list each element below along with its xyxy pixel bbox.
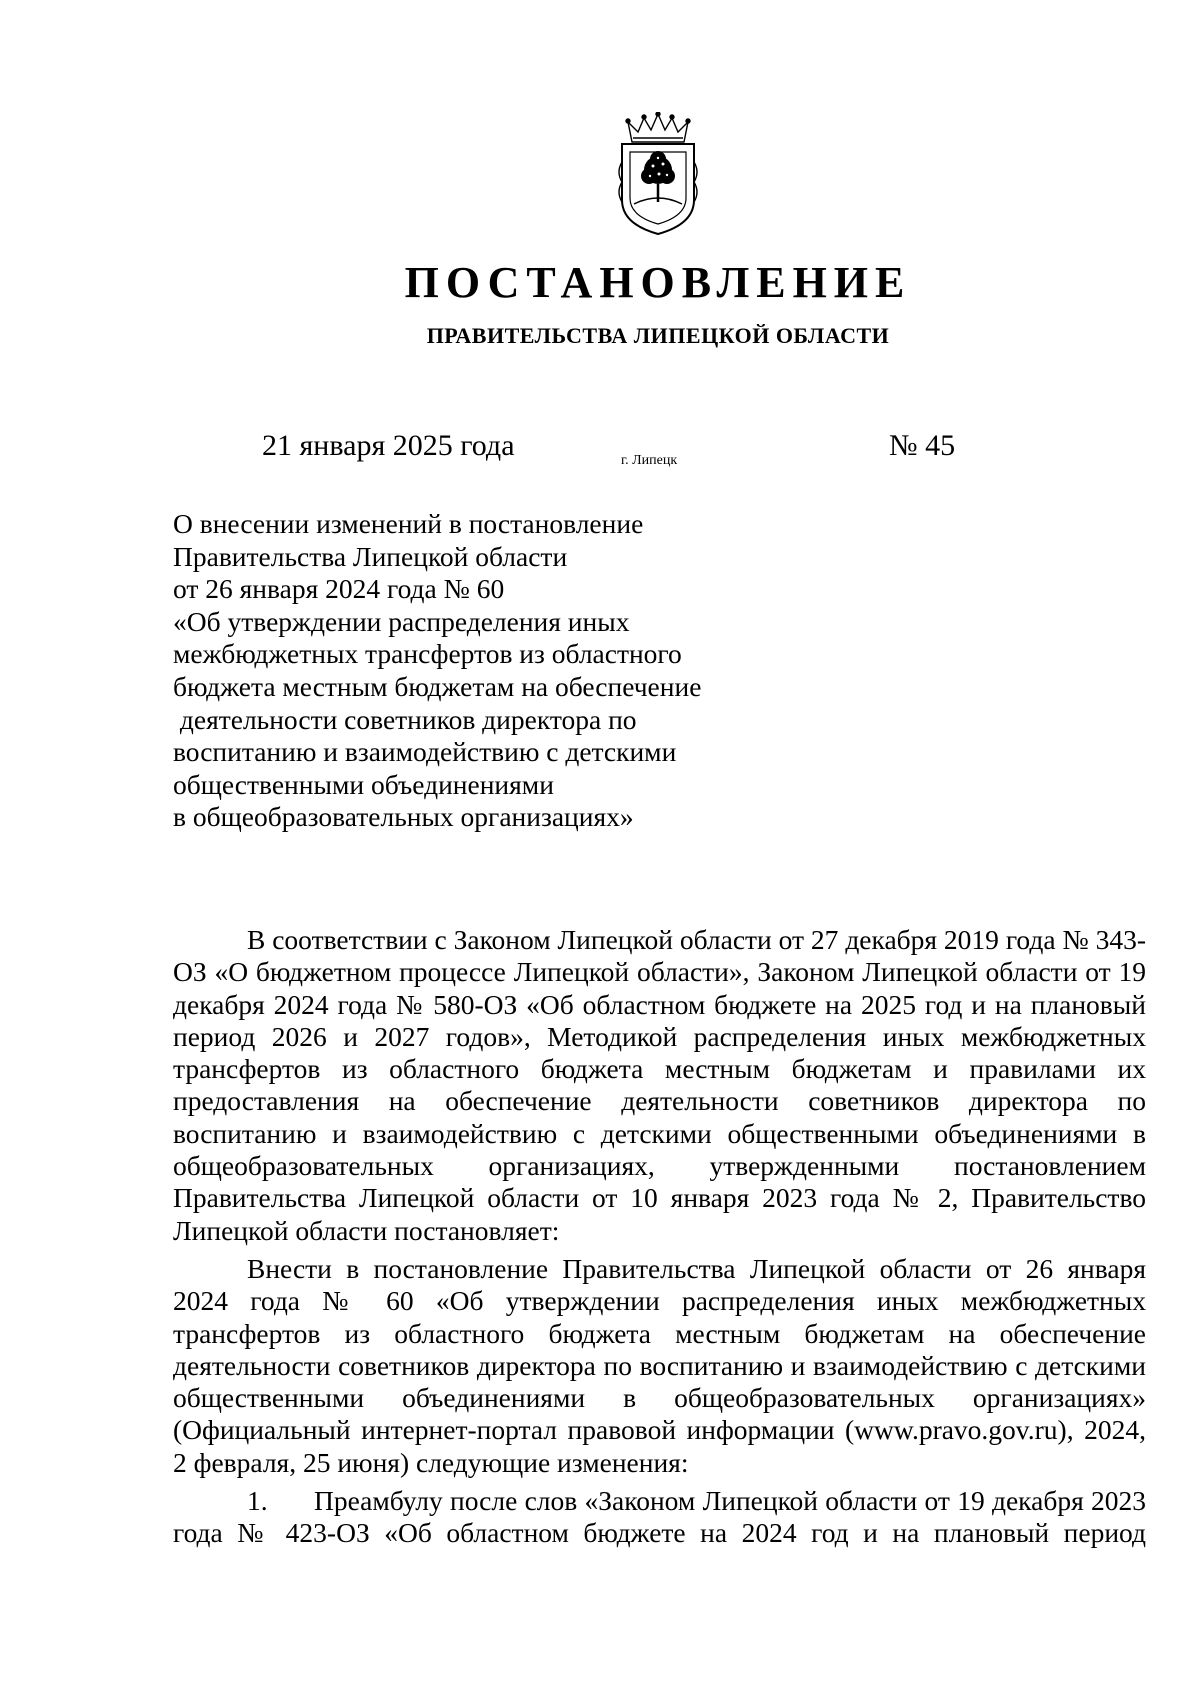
caption-line: воспитанию и взаимодействию с детскими	[173, 736, 677, 768]
body-paragraph: В соответствии с Законом Липецкой области от 27 декабря 2019 года № 343-ОЗ «О бюджетном процессе Липецкой области», Законом Липецкой области от 19 декабря 2024 года № 580-ОЗ «Об областном бюджете на 2025 год и на плановый период 2026 и 2027 годов», Методикой распределения иных межбюджетных трансфертов из областного бюджета местным бюджетам и правилами их предоставления на обеспечение деятельности советников директора по воспитанию и взаимодействию с детскими общественными объединениями в общеобразовательных организациях, утвержденными постановлением Правительства Липецкой области от 10 января 2023 года № 2, Правительство Липецкой области постановляет:	[173, 924, 1146, 1246]
document-caption	[173, 508, 773, 834]
caption-line: от 26 января 2024 года № 60	[173, 573, 505, 605]
caption-line: общественными объединениями	[173, 768, 554, 800]
coat-of-arms-icon	[614, 112, 702, 236]
document-body	[173, 924, 1146, 1556]
caption-line: межбюджетных трансфертов из областного	[173, 638, 682, 670]
caption-line: в общеобразовательных организациях»	[173, 801, 634, 833]
caption-line: Правительства Липецкой области	[173, 540, 568, 572]
list-item-text: Преамбулу после слов «Законом Липецкой области от 19 декабря 2023 года № 423-ОЗ «Об областном бюджете на 2024 год и на плановый период	[173, 1485, 1146, 1549]
document-number: № 45	[889, 429, 956, 462]
body-paragraph: Внести в постановление Правительства Липецкой области от 26 января 2024 года № 60 «Об утверждении распределения иных межбюджетных трансфертов из областного бюджета местным бюджетам на обеспечение деятельности советников директора по воспитанию и взаимодействию с детскими общественными объединениями в общеобразовательных организациях» (Официальный интернет-портал правовой информации (www.pravo.gov.ru), 2024, 2 февраля, 25 июня) следующие изменения:	[173, 1252, 1146, 1478]
document-subtitle: ПРАВИТЕЛЬСТВА ЛИПЕЦКОЙ ОБЛАСТИ	[426, 323, 890, 348]
list-item	[173, 1485, 1146, 1550]
list-item-number: 1.	[247, 1485, 268, 1517]
caption-line: бюджета местным бюджетам на обеспечение	[173, 670, 702, 702]
caption-line: О внесении изменений в постановление	[173, 508, 644, 539]
caption-line: «Об утверждении распределения иных	[173, 605, 630, 637]
document-title: ПОСТАНОВЛЕНИЕ	[404, 258, 912, 307]
caption-line: деятельности советников директора по	[173, 703, 637, 735]
document-city: г. Липецк	[621, 453, 678, 468]
document-date: 21 января 2025 года	[262, 429, 515, 462]
